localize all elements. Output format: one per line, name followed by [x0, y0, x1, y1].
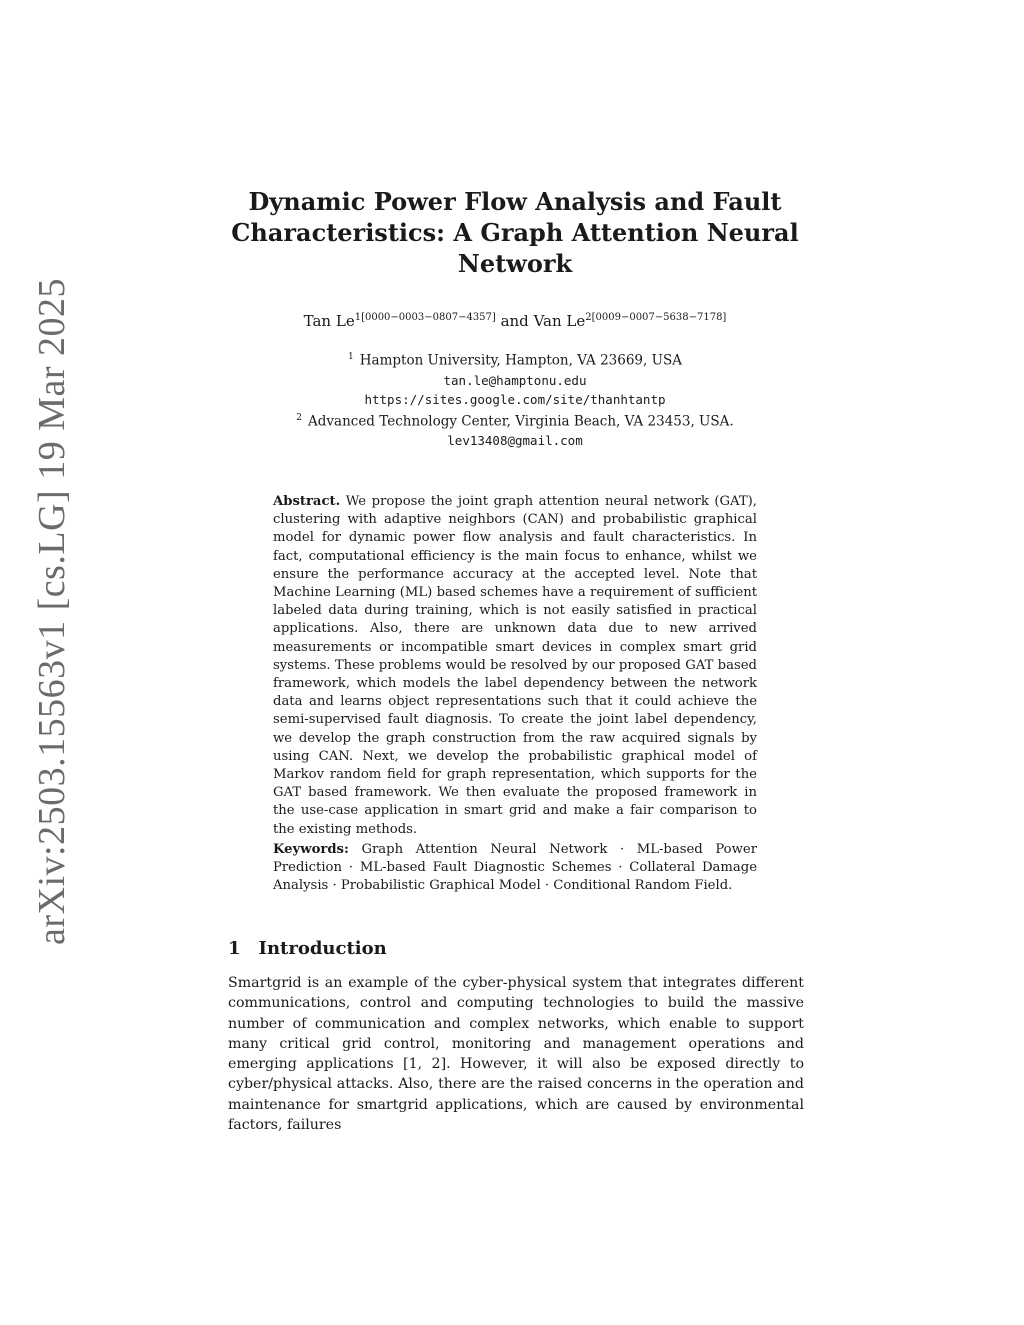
- keywords-label: Keywords:: [273, 842, 349, 857]
- affiliation-1: [215, 348, 815, 371]
- affiliation-url[interactable]: https://sites.google.com/site/thanhtantp: [364, 391, 666, 407]
- section-number: 1: [228, 938, 241, 959]
- keywords: [273, 841, 757, 896]
- paper-title: [215, 186, 815, 279]
- author-list: [215, 312, 815, 330]
- title-line: Network: [457, 249, 573, 278]
- author-name: Tan Le: [303, 312, 355, 330]
- affiliation-2: [215, 409, 815, 432]
- affiliation-email[interactable]: lev13408@gmail.com: [447, 433, 583, 448]
- author-orcid: 2[0009−0007−5638−7178]: [585, 312, 727, 323]
- section-heading: [228, 938, 387, 959]
- affiliation-number: 1: [348, 352, 354, 362]
- title-line: Characteristics: A Graph Attention Neural: [231, 218, 799, 247]
- affiliations: [215, 348, 815, 450]
- title-line: Dynamic Power Flow Analysis and Fault: [248, 187, 782, 216]
- section-title: Introduction: [258, 938, 387, 959]
- author-joiner: and: [495, 312, 534, 330]
- author-orcid: 1[0000−0003−0807−4357]: [354, 312, 496, 323]
- affiliation-text: Hampton University, Hampton, VA 23669, USA: [359, 352, 682, 369]
- affiliation-email[interactable]: tan.le@hamptonu.edu: [443, 372, 587, 388]
- abstract-label: Abstract.: [273, 494, 341, 509]
- abstract-text: We propose the joint graph attention neural network (GAT), clustering with adaptive neighbors (CAN) and probabilistic graphical model for dynamic power flow analysis and fault characteristics. In fact, computational efficiency is the main focus to enhance, whilst we ensure the performance accuracy at the accepted level. Note that Machine Learning (ML) based schemes have a requirement of sufficient labeled data during training, which is not easily satisfied in practical applications. Also, there are unknown data due to new arrived measurements or incompatible smart devices in complex smart grid systems. These problems would be resolved by our proposed GAT based framework, which models the label dependency between the network data and learns object representations such that it could achieve the semi-supervised fault diagnosis. To create the joint label dependency, we develop the graph construction from the raw acquired signals by using CAN. Next, we develop the probabilistic graphical model of Markov random field for graph representation, which supports for the GAT based framework. We then evaluate the proposed framework in the use-case application in smart grid and make a fair comparison to the existing methods.: [273, 494, 757, 837]
- affiliation-number: 2: [296, 412, 302, 423]
- arxiv-side-identifier: arXiv:2503.15563v1 [cs.LG] 19 Mar 2025: [31, 277, 73, 945]
- intro-paragraph: Smartgrid is an example of the cyber-physical system that integrates different communications, control and computing technologies to build the massive number of communication and complex networks, which enable to support many critical grid control, monitoring and management operations and emerging applications [1, 2]. However, it will also be exposed directly to cyber/physical attacks. Also, there are the raised concerns in the operation and maintenance for smartgrid applications, which are caused by environmental factors, failures: [228, 975, 804, 1134]
- affiliation-text: Advanced Technology Center, Virginia Beach, VA 23453, USA.: [308, 413, 734, 429]
- abstract: [273, 493, 757, 839]
- keywords-text: Graph Attention Neural Network · ML-based Power Prediction · ML-based Fault Diagnostic Schemes · Collateral Damage Analysis · Probabilistic Graphical Model · Conditional Random Field.: [273, 842, 757, 894]
- author-name: Van Le: [533, 312, 586, 330]
